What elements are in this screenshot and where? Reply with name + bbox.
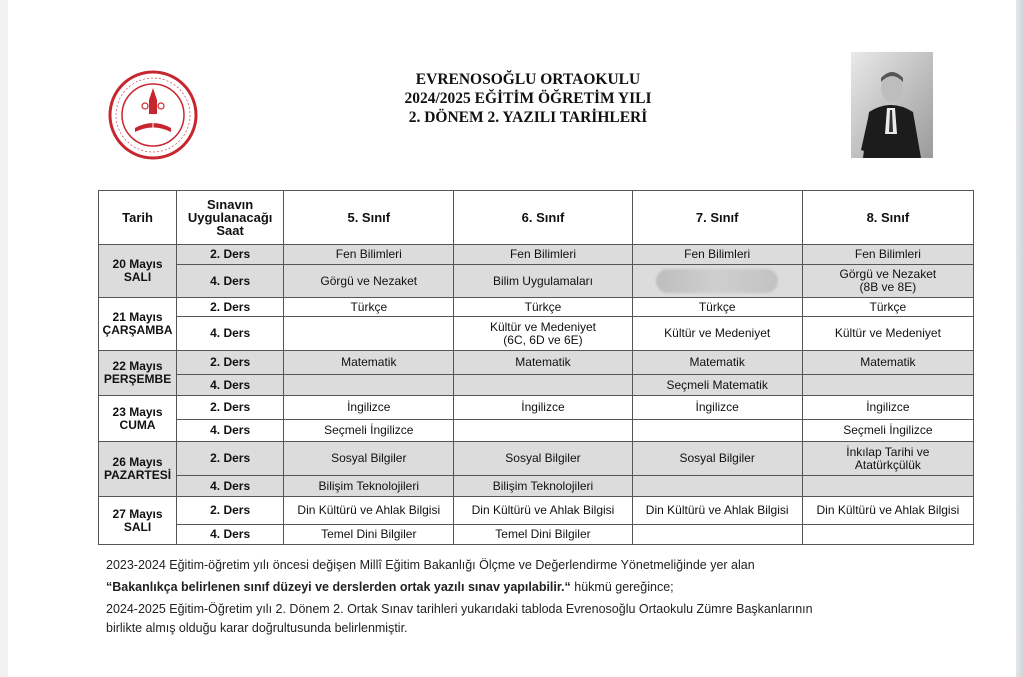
grade-6-cell xyxy=(454,375,632,396)
grade-5-cell: Bilişim Teknolojileri xyxy=(284,476,454,497)
grade-7-cell-redacted xyxy=(632,265,802,298)
grade-8-cell: Seçmeli İngilizce xyxy=(802,420,973,442)
slot-cell: 2. Ders xyxy=(177,442,284,476)
grade-8-cell: Fen Bilimleri xyxy=(802,245,973,265)
grade-6-cell xyxy=(454,420,632,442)
table-row xyxy=(99,497,974,525)
grade-7-cell: Seçmeli Matematik xyxy=(632,375,802,396)
academic-year: 2024/2025 EĞİTİM ÖĞRETİM YILI xyxy=(404,90,652,107)
grade-8-cell xyxy=(802,476,973,497)
header-date: Tarih xyxy=(99,191,177,245)
grade-5-cell: Temel Dini Bilgiler xyxy=(284,525,454,545)
header-grade-7: 7. Sınıf xyxy=(632,191,802,245)
slot-cell: 2. Ders xyxy=(177,245,284,265)
grade-8-cell: Görgü ve Nezaket (8B ve 8E) xyxy=(802,265,973,298)
grade-8-cell: İnkılap Tarihi ve Atatürkçülük xyxy=(802,442,973,476)
table-row xyxy=(99,525,974,545)
grade-7-cell: Fen Bilimleri xyxy=(632,245,802,265)
grade-7-cell xyxy=(632,476,802,497)
grade-8-cell xyxy=(802,375,973,396)
slot-cell: 4. Ders xyxy=(177,265,284,298)
slot-cell: 2. Ders xyxy=(177,351,284,375)
table-row xyxy=(99,298,974,317)
date-cell: 23 Mayıs CUMA xyxy=(99,396,177,442)
grade-8-cell: Türkçe xyxy=(802,298,973,317)
grade-5-cell xyxy=(284,375,454,396)
table-row xyxy=(99,476,974,497)
redaction-blur xyxy=(656,269,778,293)
grade-7-cell xyxy=(632,525,802,545)
grade-6-cell: Bilişim Teknolojileri xyxy=(454,476,632,497)
grade-6-cell: Bilim Uygulamaları xyxy=(454,265,632,298)
header-grade-8: 8. Sınıf xyxy=(802,191,973,245)
grade-8-cell: Matematik xyxy=(802,351,973,375)
table-row xyxy=(99,265,974,298)
header-grade-5: 5. Sınıf xyxy=(284,191,454,245)
grade-8-cell: Kültür ve Medeniyet xyxy=(802,317,973,351)
document-title xyxy=(328,70,728,127)
slot-cell: 4. Ders xyxy=(177,525,284,545)
meb-seal-logo xyxy=(105,70,201,160)
table-row xyxy=(99,442,974,476)
grade-7-cell: Kültür ve Medeniyet xyxy=(632,317,802,351)
table-row xyxy=(99,420,974,442)
slot-cell: 4. Ders xyxy=(177,420,284,442)
note-line-1: 2023-2024 Eğitim-öğretim yılı öncesi değişen Millî Eğitim Bakanlığı Ölçme ve Değerlendirme Yönetmeliğinde yer alan xyxy=(106,558,755,572)
grade-7-cell: İngilizce xyxy=(632,396,802,420)
grade-6-cell: Kültür ve Medeniyet (6C, 6D ve 6E) xyxy=(454,317,632,351)
grade-5-cell: İngilizce xyxy=(284,396,454,420)
grade-7-cell: Din Kültürü ve Ahlak Bilgisi xyxy=(632,497,802,525)
grade-8-cell: Din Kültürü ve Ahlak Bilgisi xyxy=(802,497,973,525)
note-line-4: birlikte almış olduğu karar doğrultusunda belirlenmiştir. xyxy=(106,621,408,635)
school-name: EVRENOSOĞLU ORTAOKULU xyxy=(415,71,641,88)
grade-5-cell: Sosyal Bilgiler xyxy=(284,442,454,476)
slot-cell: 4. Ders xyxy=(177,375,284,396)
page-edge-shadow xyxy=(1016,0,1024,677)
note-line-2: “Bakanlıkça belirlenen sınıf düzeyi ve derslerden ortak yazılı sınav yapılabilir.“ hükmü gereğince; xyxy=(106,580,674,594)
exam-schedule-table xyxy=(98,190,974,545)
grade-6-cell: Sosyal Bilgiler xyxy=(454,442,632,476)
table-row xyxy=(99,245,974,265)
grade-5-cell xyxy=(284,317,454,351)
date-cell: 26 Mayıs PAZARTESİ xyxy=(99,442,177,497)
table-row xyxy=(99,375,974,396)
table-row xyxy=(99,317,974,351)
table-row xyxy=(99,396,974,420)
slot-cell: 2. Ders xyxy=(177,396,284,420)
grade-5-cell: Din Kültürü ve Ahlak Bilgisi xyxy=(284,497,454,525)
date-cell: 21 Mayıs ÇARŞAMBA xyxy=(99,298,177,351)
slot-cell: 4. Ders xyxy=(177,476,284,497)
note-line-3: 2024-2025 Eğitim-Öğretim yılı 2. Dönem 2. Ortak Sınav tarihleri yukarıdaki tabloda Evrenosoğlu Ortaokulu Zümre Başkanlarının xyxy=(106,602,813,616)
grade-5-cell: Seçmeli İngilizce xyxy=(284,420,454,442)
table-row xyxy=(99,351,974,375)
grade-6-cell: Temel Dini Bilgiler xyxy=(454,525,632,545)
grade-6-cell: Matematik xyxy=(454,351,632,375)
grade-8-cell xyxy=(802,525,973,545)
date-cell: 27 Mayıs SALI xyxy=(99,497,177,545)
grade-6-cell: Fen Bilimleri xyxy=(454,245,632,265)
slot-cell: 4. Ders xyxy=(177,317,284,351)
grade-8-cell: İngilizce xyxy=(802,396,973,420)
date-cell: 20 Mayıs SALI xyxy=(99,245,177,298)
date-cell: 22 Mayıs PERŞEMBE xyxy=(99,351,177,396)
grade-7-cell: Sosyal Bilgiler xyxy=(632,442,802,476)
grade-7-cell: Matematik xyxy=(632,351,802,375)
grade-6-cell: Türkçe xyxy=(454,298,632,317)
grade-5-cell: Türkçe xyxy=(284,298,454,317)
header-hour: Sınavın Uygulanacağı Saat xyxy=(177,191,284,245)
document-page xyxy=(8,0,1016,677)
grade-7-cell: Türkçe xyxy=(632,298,802,317)
slot-cell: 2. Ders xyxy=(177,298,284,317)
grade-5-cell: Fen Bilimleri xyxy=(284,245,454,265)
grade-6-cell: Din Kültürü ve Ahlak Bilgisi xyxy=(454,497,632,525)
grade-5-cell: Görgü ve Nezaket xyxy=(284,265,454,298)
exam-title: 2. DÖNEM 2. YAZILI TARİHLERİ xyxy=(408,109,648,126)
grade-6-cell: İngilizce xyxy=(454,396,632,420)
footer-notes xyxy=(106,554,926,636)
header-grade-6: 6. Sınıf xyxy=(454,191,632,245)
ataturk-portrait-photo xyxy=(851,52,933,158)
grade-7-cell xyxy=(632,420,802,442)
slot-cell: 2. Ders xyxy=(177,497,284,525)
grade-5-cell: Matematik xyxy=(284,351,454,375)
